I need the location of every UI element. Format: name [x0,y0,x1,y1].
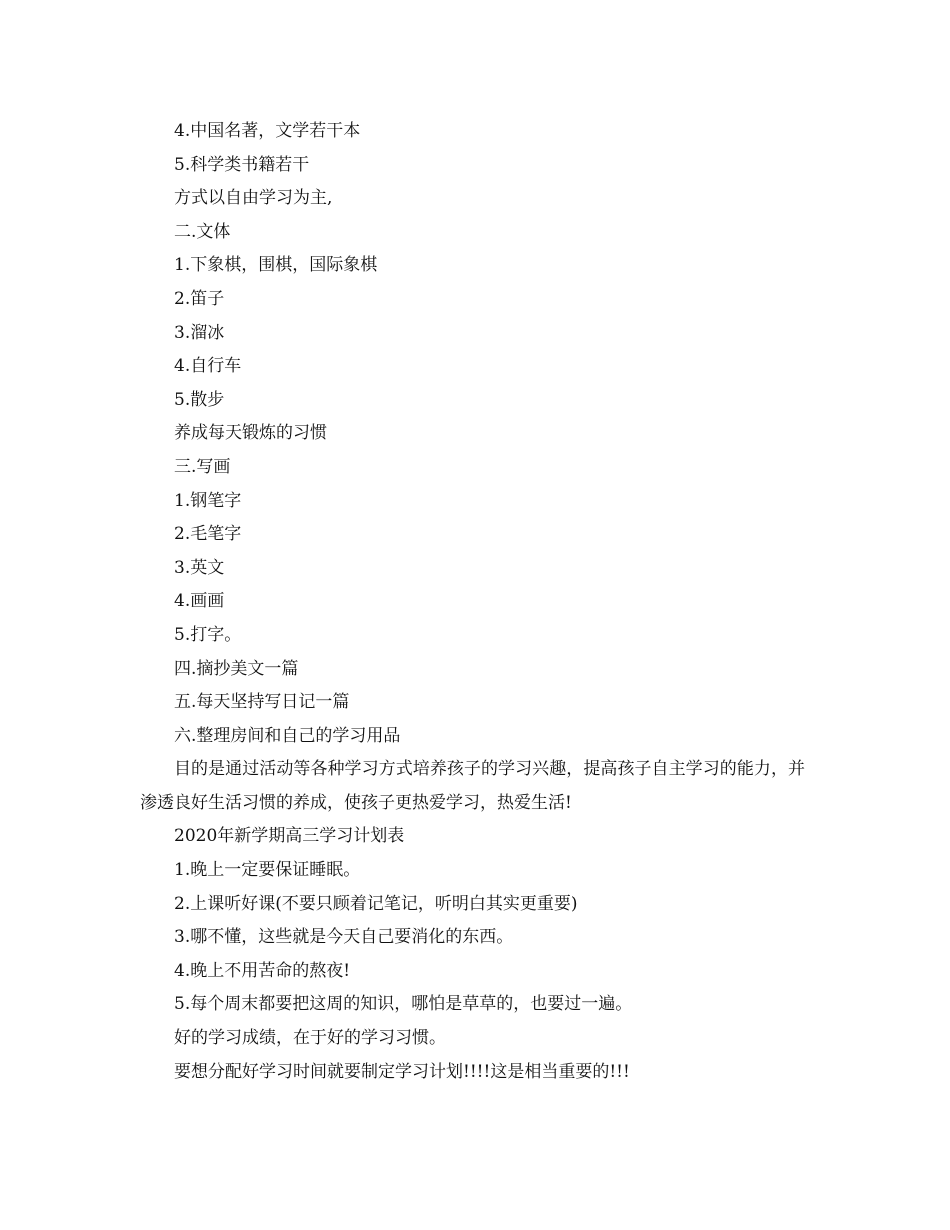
text-line: 3.英文 [174,557,225,578]
text-line: 4.晚上不用苦命的熬夜! [174,960,351,981]
text-line: 3.溜冰 [174,322,225,343]
plan-title: 2020年新学期高三学习计划表 [174,826,405,847]
document-body [140,115,820,1089]
section-heading: 六.整理房间和自己的学习用品 [174,725,401,746]
text-line: 要想分配好学习时间就要制定学习计划!!!!这是相当重要的!!! [174,1061,630,1082]
text-line: 1.钢笔字 [174,490,242,511]
section-heading: 五.每天坚持写日记一篇 [174,692,350,713]
section-heading: 四.摘抄美文一篇 [174,658,299,679]
text-line: 1.下象棋，围棋，国际象棋 [174,255,378,276]
text-line: 5.散步 [174,389,225,410]
text-line: 养成每天锻炼的习惯 [174,423,327,444]
text-line: 4.画画 [174,591,225,612]
text-line: 4.中国名著，文学若干本 [174,121,361,141]
text-line: 3.哪不懂，这些就是今天自己要消化的东西。 [174,927,514,948]
section-heading: 二.文体 [174,221,231,242]
text-line: 5.每个周末都要把这周的知识，哪怕是草草的，也要过一遍。 [174,994,633,1015]
text-line: 方式以自由学习为主, [174,188,333,209]
text-line: 2.笛子 [174,288,225,309]
section-heading: 三.写画 [174,456,231,477]
text-line: 好的学习成绩，在于好的学习习惯。 [174,1028,446,1049]
text-line: 2.上课听好课(不要只顾着记笔记，听明白其实更重要) [174,893,578,914]
text-line: 4.自行车 [174,356,242,377]
text-line: 1.晚上一定要保证睡眠。 [174,860,361,881]
text-line: 5.科学类书籍若干 [174,154,310,175]
text-line: 5.打字。 [174,624,242,645]
summary-paragraph: 目的是通过活动等各种学习方式培养孩子的学习兴趣，提高孩子自主学习的能力，并渗透良好生活习惯的养成，使孩子更热爱学习，热爱生活! [140,759,805,813]
text-line: 2.毛笔字 [174,524,242,545]
